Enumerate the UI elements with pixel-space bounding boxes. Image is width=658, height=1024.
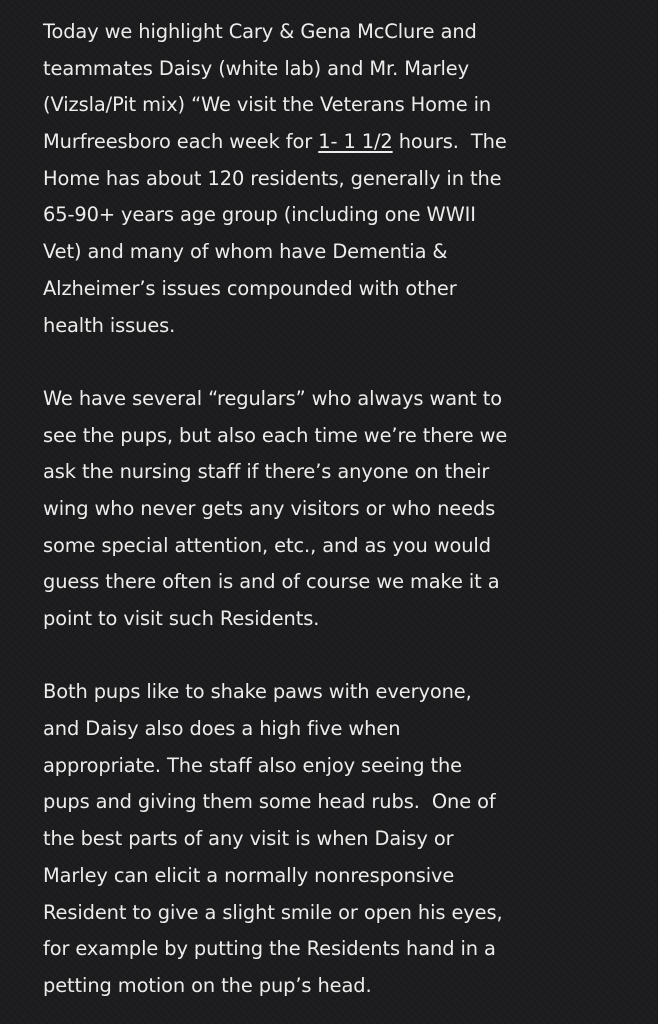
text-segment: Murfreesboro each week for bbox=[43, 130, 319, 154]
note-body bbox=[43, 14, 648, 1005]
paragraph-3 bbox=[43, 674, 648, 1004]
text-line: (Vizsla/Pit mix) “We visit the Veterans Home in bbox=[43, 93, 492, 117]
text-line: Home has about 120 residents, generally in the bbox=[43, 166, 502, 190]
text-line: We have several “regulars” who always want to bbox=[43, 386, 503, 410]
text-line: 65-90+ years age group (including one WWII bbox=[43, 203, 476, 227]
text-segment: hours. The bbox=[392, 130, 507, 154]
text-line: Resident to give a slight smile or open his eyes, bbox=[43, 900, 503, 924]
text-line: petting motion on the pup’s head. bbox=[43, 973, 372, 997]
text-line: Both pups like to shake paws with everyone, bbox=[43, 680, 472, 704]
text-line: for example by putting the Residents hand in a bbox=[43, 937, 496, 961]
paragraph-1 bbox=[43, 14, 648, 344]
paragraph-spacer bbox=[43, 638, 648, 675]
text-line: Marley can elicit a normally nonresponsive bbox=[43, 863, 455, 887]
text-line: and Daisy also does a high five when bbox=[43, 717, 401, 741]
text-line: Today we highlight Cary & Gena McClure and bbox=[43, 20, 477, 43]
duration-link[interactable]: 1- 1 1/2 bbox=[318, 130, 393, 154]
text-line: health issues. bbox=[43, 313, 176, 337]
text-line: Vet) and many of whom have Dementia & bbox=[43, 240, 448, 264]
text-line: the best parts of any visit is when Daisy or bbox=[43, 827, 454, 851]
text-line: Alzheimer’s issues compounded with other bbox=[43, 276, 457, 300]
text-line: some special attention, etc., and as you would bbox=[43, 533, 491, 557]
text-line: teammates Daisy (white lab) and Mr. Marley bbox=[43, 56, 469, 80]
text-line bbox=[43, 124, 648, 161]
text-line: see the pups, but also each time we’re there we bbox=[43, 423, 508, 447]
text-line: point to visit such Residents. bbox=[43, 607, 320, 630]
paragraph-2 bbox=[43, 381, 648, 638]
text-line: guess there often is and of course we make it a bbox=[43, 570, 500, 594]
text-line: pups and giving them some head rubs. One of bbox=[43, 790, 496, 814]
text-line: ask the nursing staff if there’s anyone on their bbox=[43, 460, 490, 484]
text-line: wing who never gets any visitors or who needs bbox=[43, 496, 496, 520]
paragraph-spacer bbox=[43, 344, 648, 381]
text-line: appropriate. The staff also enjoy seeing the bbox=[43, 753, 462, 777]
